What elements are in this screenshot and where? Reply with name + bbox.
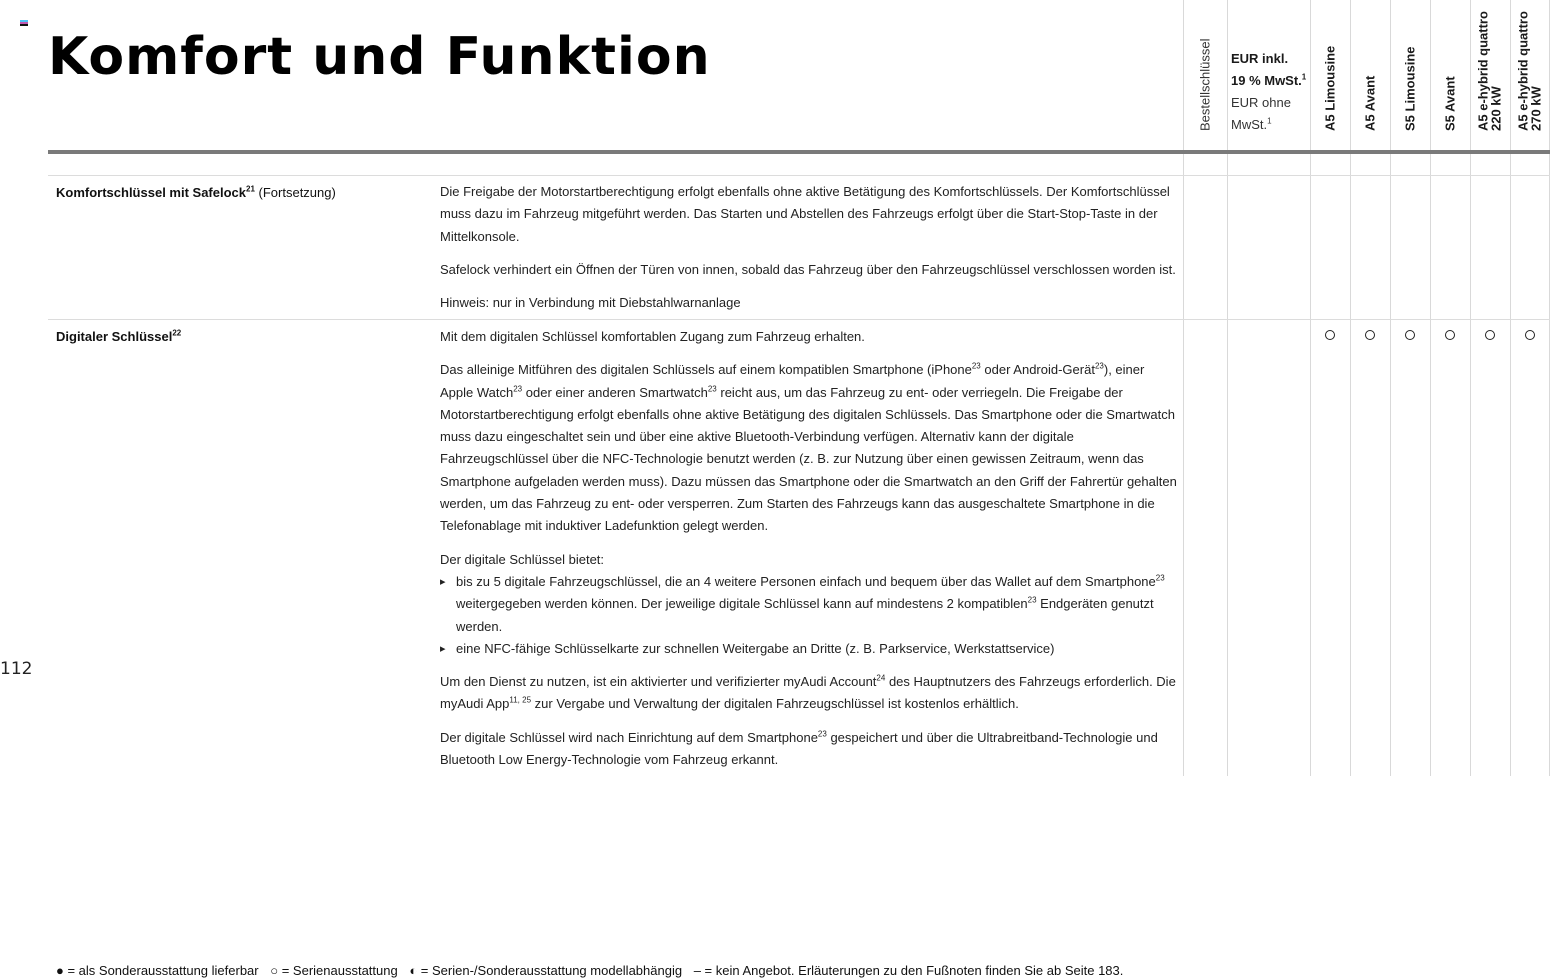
- standard-equipment-icon-s5-avant: [1445, 330, 1455, 340]
- header-price-incl-2: 19 % MwSt.: [1231, 73, 1302, 88]
- standard-equipment-icon-s5-limousine: [1405, 330, 1415, 340]
- standard-equipment-icon-a5-ehybrid-270: [1525, 330, 1535, 340]
- footnote-ref: 1: [1267, 116, 1272, 126]
- feature-list: [440, 571, 1178, 660]
- legend-standard: ○ = Serienausstattung: [270, 963, 398, 978]
- header-a5-limousine-label: A5 Limousine: [1322, 45, 1338, 131]
- header-a5-ehybrid-270-label: A5 e-hybrid quattro: [1515, 11, 1531, 131]
- description-paragraph: Die Freigabe der Motorstartberechtigung erfolgt ebenfalls ohne aktive Betätigung des Komfortschlüssels. Der Komfortschlüssel muss dazu im Fahrzeug mitgeführt werden. Das Starten und Abstellen des Fahrzeugs erfolgt über die Start-Stop-Taste in der Mittelkonsole.: [440, 184, 1170, 244]
- footnote-ref: 1: [1301, 72, 1307, 82]
- header-rule: [48, 150, 1550, 154]
- header-order-key-label: Bestellschlüssel: [1197, 38, 1213, 131]
- header-a5-avant: [1350, 0, 1390, 150]
- header-a5-avant-label: A5 Avant: [1362, 75, 1378, 131]
- header-s5-limousine: [1390, 0, 1430, 150]
- row-label-bold: Komfortschlüssel mit Safelock: [56, 185, 246, 200]
- standard-equipment-icon-a5-avant: [1365, 330, 1375, 340]
- legend: [56, 963, 1131, 978]
- header-s5-limousine-label: S5 Limousine: [1402, 46, 1418, 131]
- description-paragraph: Hinweis: nur in Verbindung mit Diebstahlwarnanlage: [440, 295, 741, 311]
- row-label-komfortschluessel: [56, 183, 336, 203]
- description-paragraph: Um den Dienst zu nutzen, ist ein aktivierter und verifizierter myAudi Account$^{24}$ des Hauptnutzers des Fahrzeugs erforderlich. Die myAudi App$^{11, 25}$ zur Vergabe und Verwaltung der digitalen Fahrzeugschlüssel ist kostenlos erhältlich.: [440, 673, 1176, 712]
- header-a5-ehybrid-270-power: 270 kW: [1528, 86, 1544, 131]
- footnote-ref: 21: [246, 184, 255, 194]
- row-label-bold: Digitaler Schlüssel: [56, 329, 173, 344]
- header-a5-limousine: [1310, 0, 1350, 150]
- row-label-suffix: (Fortsetzung): [254, 185, 336, 200]
- description-paragraph: Das alleinige Mitführen des digitalen Schlüssels auf einem kompatiblen Smartphone (iPhone$^{23}$ oder Android-Gerät$^{23}$), einer Apple Watch$^{23}$ oder einer anderen Smartwatch$^{23}$ reicht aus, um das Fahrzeug zu ent- oder verriegeln. Die Freigabe der Motorstartberechtigung erfolgt ebenfalls ohne aktive Betätigung des digitalen Schlüssels. Das Smartphone oder die Smartwatch muss dazu eingeschaltet sein und über eine aktive Bluetooth-Verbindung verfügen. Alternativ kann der digitale Fahrzeugschlüssel über die NFC-Technologie benutzt werden (z. B. zur Nutzung über einen gewissen Zeitraum, wenn das Smartphone aufgeladen werden muss). Dazu müssen das Smartphone oder die Smartwatch an den Griff der Fahrertür gehalten werden, um das Fahrzeug zu ent- oder versperren. Zum Starten des Fahrzeugs kann das ausgeschaltete Smartphone in die Telefonablage mit induktiver Ladefunktion gelegt werden.: [440, 361, 1177, 534]
- header-a5-ehybrid-220: [1470, 0, 1510, 150]
- header-order-key: [1183, 0, 1227, 150]
- standard-equipment-icon-a5-limousine: [1325, 330, 1335, 340]
- page-number: 112: [0, 659, 33, 679]
- feature-list-item: ▸ bis zu 5 digitale Fahrzeugschlüssel, die an 4 weitere Personen einfach und bequem über das Wallet auf dem Smartphone$^{23}$ weitergegeben werden können. Der jeweilige digitale Schlüssel kann auf mindestens 2 kompatiblen$^{23}$ Endgeräten genutzt werden.: [440, 571, 1178, 638]
- description-paragraph: Safelock verhindert ein Öffnen der Türen von innen, sobald das Fahrzeug über den Fahrzeugschlüssel verschlossen worden ist.: [440, 261, 1176, 277]
- row-label-digitaler-schluessel: [56, 327, 181, 347]
- row-divider: [48, 175, 1550, 176]
- legend-optional: ● = als Sonderausstattung lieferbar: [56, 963, 259, 978]
- standard-equipment-icon-a5-ehybrid-220: [1485, 330, 1495, 340]
- footnote-ref: 22: [172, 328, 182, 338]
- header-a5-ehybrid-220-label: A5 e-hybrid quattro: [1475, 11, 1491, 131]
- feature-list-item: ▸ eine NFC-fähige Schlüsselkarte zur schnellen Weitergabe an Dritte (z. B. Parkservice, Werkstattservice): [440, 638, 1178, 660]
- header-s5-avant: [1430, 0, 1470, 150]
- header-a5-ehybrid-220-power: 220 kW: [1488, 86, 1504, 131]
- header-a5-ehybrid-270: [1510, 0, 1550, 150]
- print-registration-mark: [20, 20, 28, 27]
- header-price-incl-1: EUR inkl.: [1231, 51, 1289, 66]
- header-s5-avant-label: S5 Avant: [1442, 76, 1458, 131]
- legend-model-dependent: ◐ = Serien-/Sonderausstattung modellabhängig: [409, 963, 683, 978]
- description-paragraph: Mit dem digitalen Schlüssel komfortablen Zugang zum Fahrzeug erhalten.: [440, 329, 865, 344]
- description-paragraph: Der digitale Schlüssel bietet:: [440, 551, 605, 567]
- legend-not-offered: – = kein Angebot. Erläuterungen zu den Fußnoten finden Sie ab Seite 183.: [693, 963, 1124, 978]
- header-price-excl-2: MwSt.: [1231, 117, 1268, 132]
- row-description-komfortschluessel: [440, 181, 1178, 325]
- header-price: [1231, 48, 1306, 136]
- description-paragraph: Der digitale Schlüssel wird nach Einrichtung auf dem Smartphone$^{23}$ gespeichert und über die Ultrabreitband-Technologie und Bluetooth Low Energy-Technologie vom Fahrzeug erkannt.: [440, 729, 1158, 768]
- row-description-digitaler-schluessel: [440, 326, 1178, 782]
- page-title: Komfort und Funktion: [48, 26, 711, 87]
- header-price-excl-1: EUR ohne: [1231, 95, 1291, 110]
